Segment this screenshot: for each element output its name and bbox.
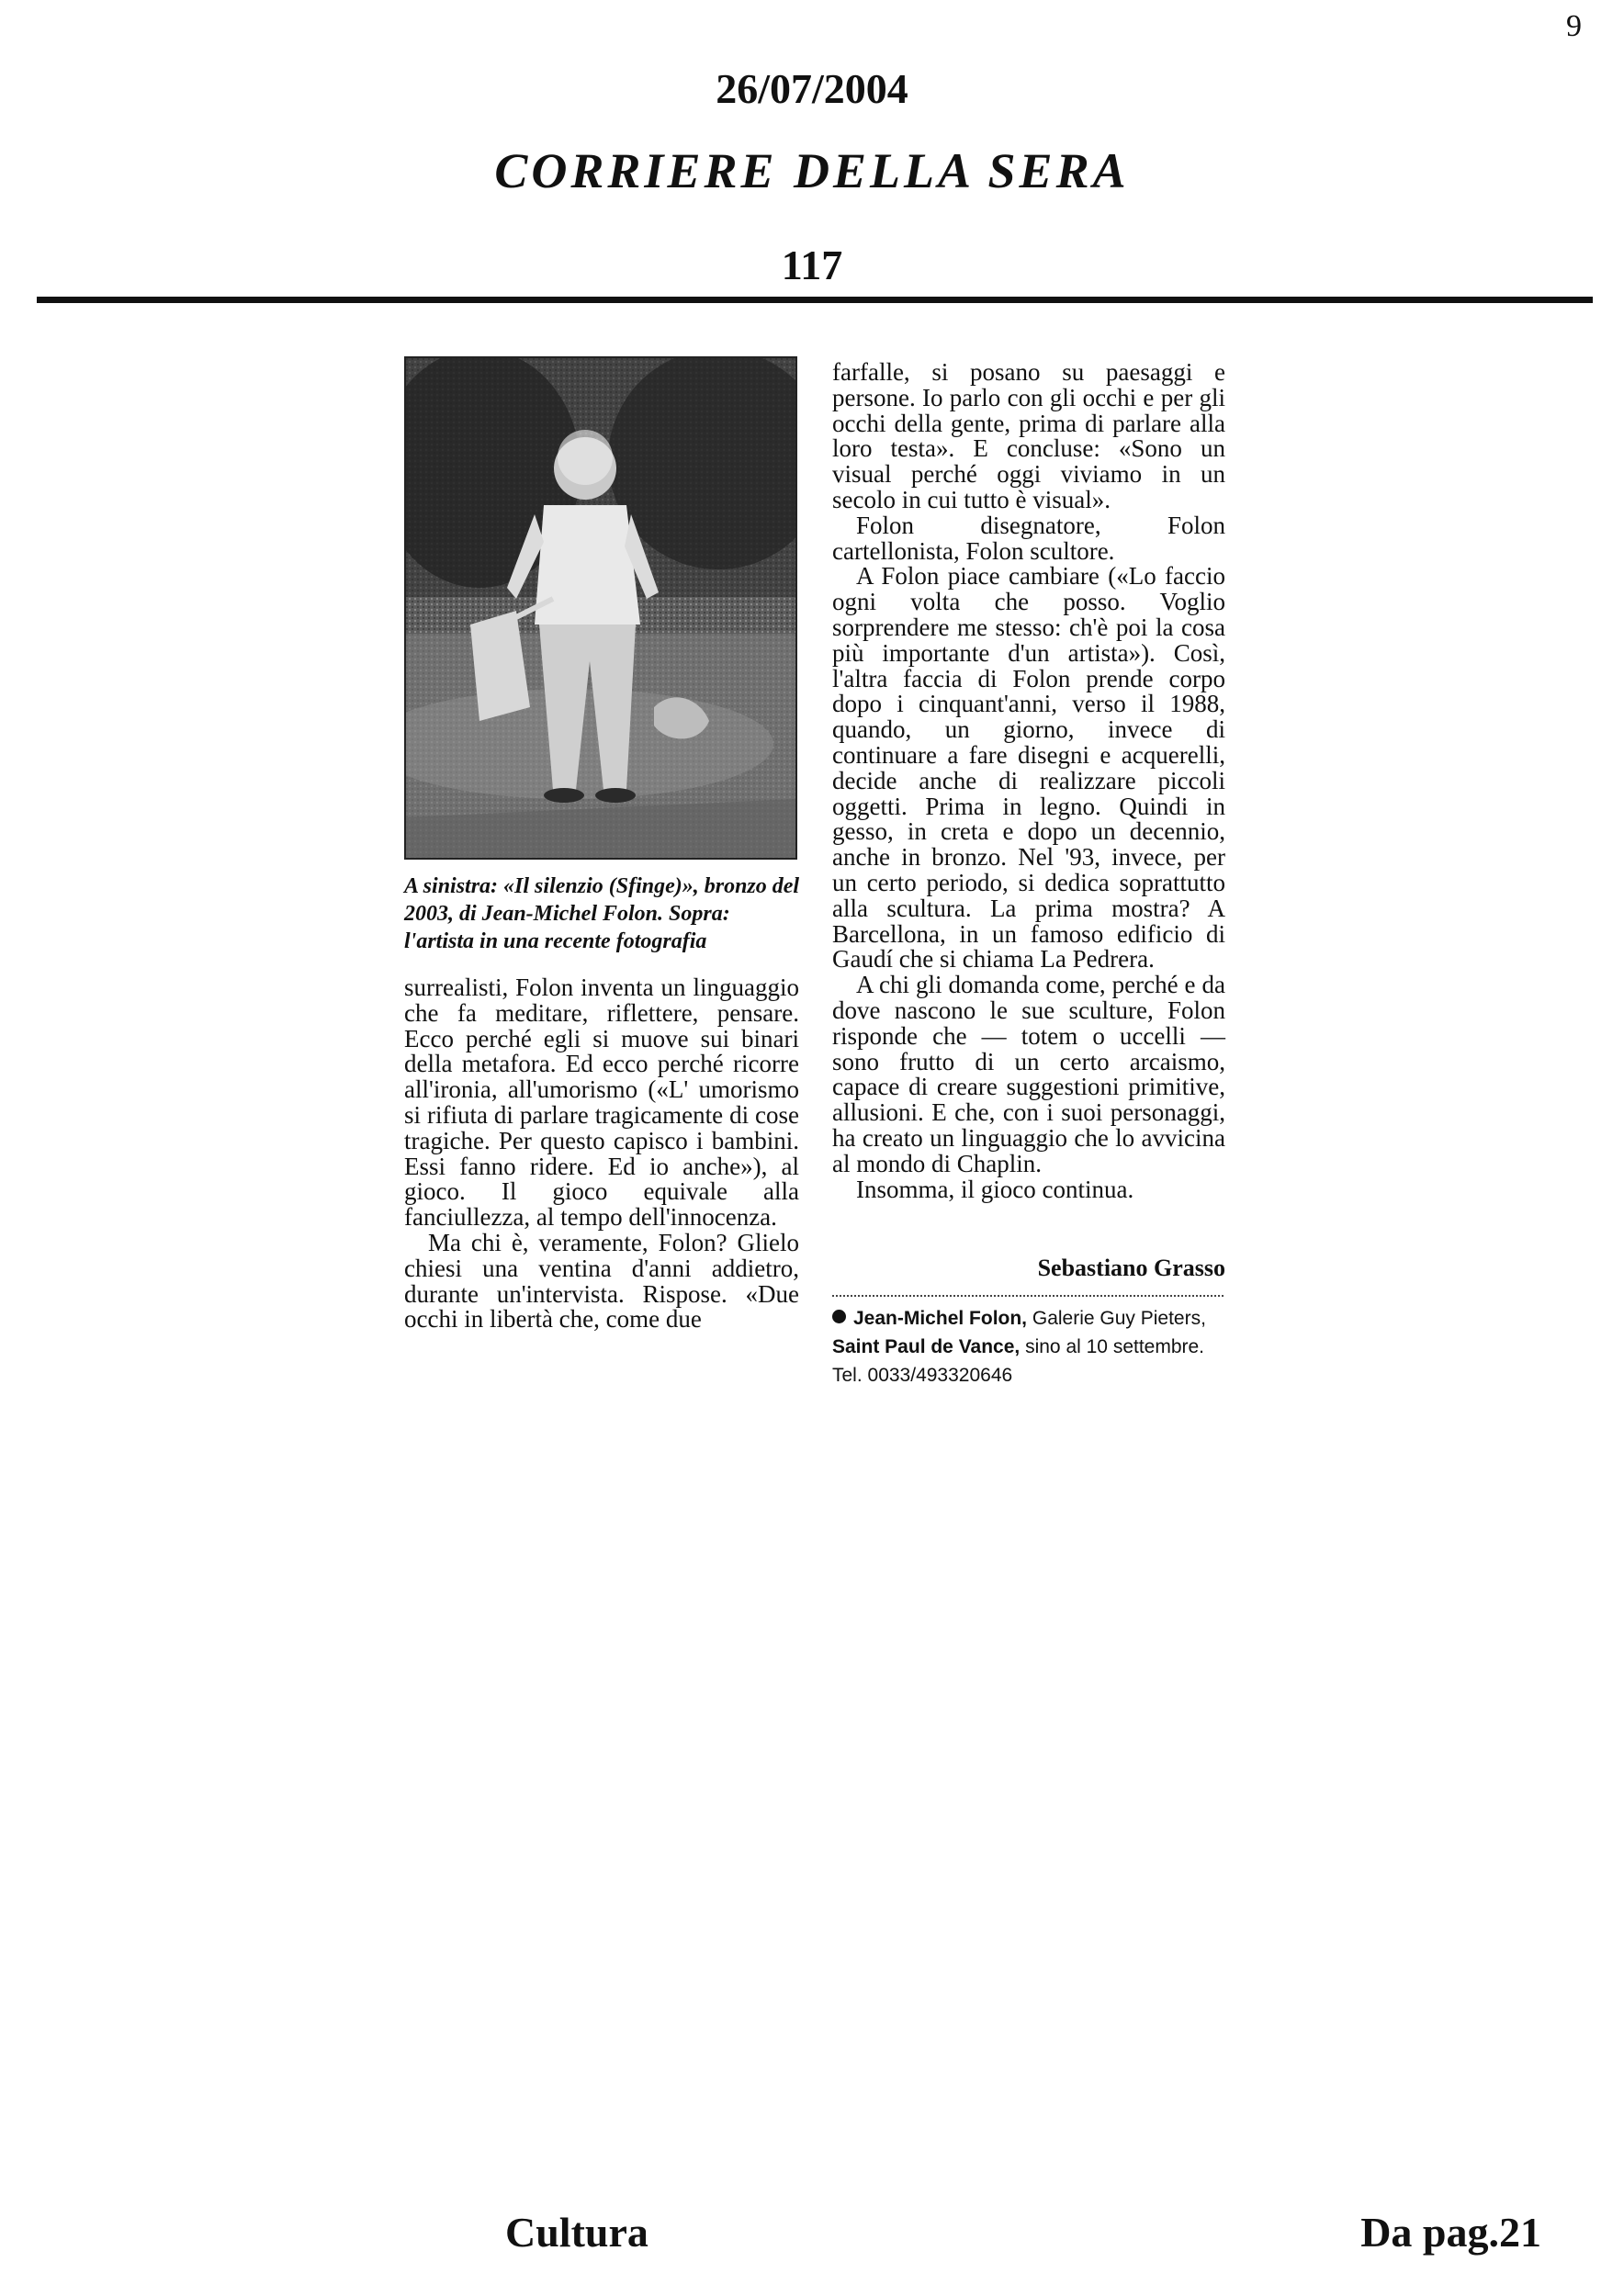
paragraph: Insomma, il gioco continua. [856, 1175, 1134, 1203]
paragraph: A chi gli domanda come, perché e da dove nascono le sue sculture, Folon risponde che — totem o uccelli — sono frutto di un certo arcaismo, capace di creare suggestioni primitive, allusioni. E che, con i suoi personaggi, ha creato un linguaggio che lo avvicina al mondo di Chaplin. [832, 971, 1225, 1177]
info-place: Saint Paul de Vance, [832, 1336, 1021, 1357]
paragraph: surrealisti, Folon inventa un linguaggio che fa meditare, riflettere, pensare. Ecco perché egli si muove sui binari della metafora. Ed ecco perché ricorre all'ironia, all'umorismo («L' umorismo si rifiuta di parlare tragicamente di cose tragiche. Per questo capisco i bambini. Essi fanno ridere. Ed io anche»), al gioco. Il gioco equivale alla fanciullezza, al tempo dell'innocenza. [404, 974, 799, 1232]
photo-man-with-watering-can-icon [406, 358, 795, 858]
header-date: 26/07/2004 [716, 65, 908, 112]
header-page-number: 117 [781, 242, 843, 288]
footer-section: Cultura [505, 2209, 648, 2256]
article-column-right [832, 360, 1225, 1202]
bullet-icon [832, 1310, 846, 1323]
header-divider [37, 297, 1593, 303]
photo-caption: A sinistra: «Il silenzio (Sfinge)», bronzo del 2003, di Jean-Michel Folon. Sopra: l'artista in una recente fotografia [404, 874, 800, 953]
newspaper-title: CORRIERE DELLA SERA [494, 143, 1130, 198]
info-dates: sino al 10 settembre. Tel. 0033/493320646 [832, 1336, 1205, 1386]
exhibition-info [832, 1304, 1224, 1390]
dotted-divider [832, 1295, 1224, 1297]
artist-photo [404, 356, 797, 860]
page-number: 9 [1566, 9, 1582, 43]
info-artist: Jean-Michel Folon, [853, 1308, 1028, 1329]
paragraph: A Folon piace cambiare («Lo faccio ogni volta che posso. Voglio sorprendere me stesso: ch'è poi la cosa più importante d'un artista»). Così, l'altra faccia di Folon prende corpo dopo i cinquant'anni, verso il 1988, quando, un giorno, invece di continuare a fare disegni e acquerelli, decide anche di realizzare piccoli oggetti. Prima in legno. Quindi in gesso, in creta e dopo un decennio, anche in bronzo. Nel '93, invece, per un certo periodo, si dedica soprattutto alla scultura. La prima mostra? A Barcellona, in un famoso edificio di Gaudí che si chiama La Pedrera. [832, 562, 1225, 974]
paragraph: farfalle, si posano su paesaggi e persone. Io parlo con gli occhi e per gli occhi della gente, prima di parlare alla loro testa». E concluse: «Sono un visual perché oggi viviamo in un secolo in cui tutto è visual». [832, 358, 1225, 513]
info-gallery: Galerie Guy Pieters, [1027, 1308, 1206, 1329]
author-signature: Sebastiano Grasso [1037, 1255, 1225, 1281]
paragraph: Ma chi è, veramente, Folon? Glielo chiesi una ventina d'anni addietro, durante un'intervista. Rispose. «Due occhi in libertà che, come due [404, 1228, 799, 1334]
footer-page-reference: Da pag.21 [1360, 2209, 1541, 2256]
paragraph: Folon disegnatore, Folon cartellonista, Folon scultore. [832, 511, 1225, 565]
article-column-left [404, 975, 799, 1333]
